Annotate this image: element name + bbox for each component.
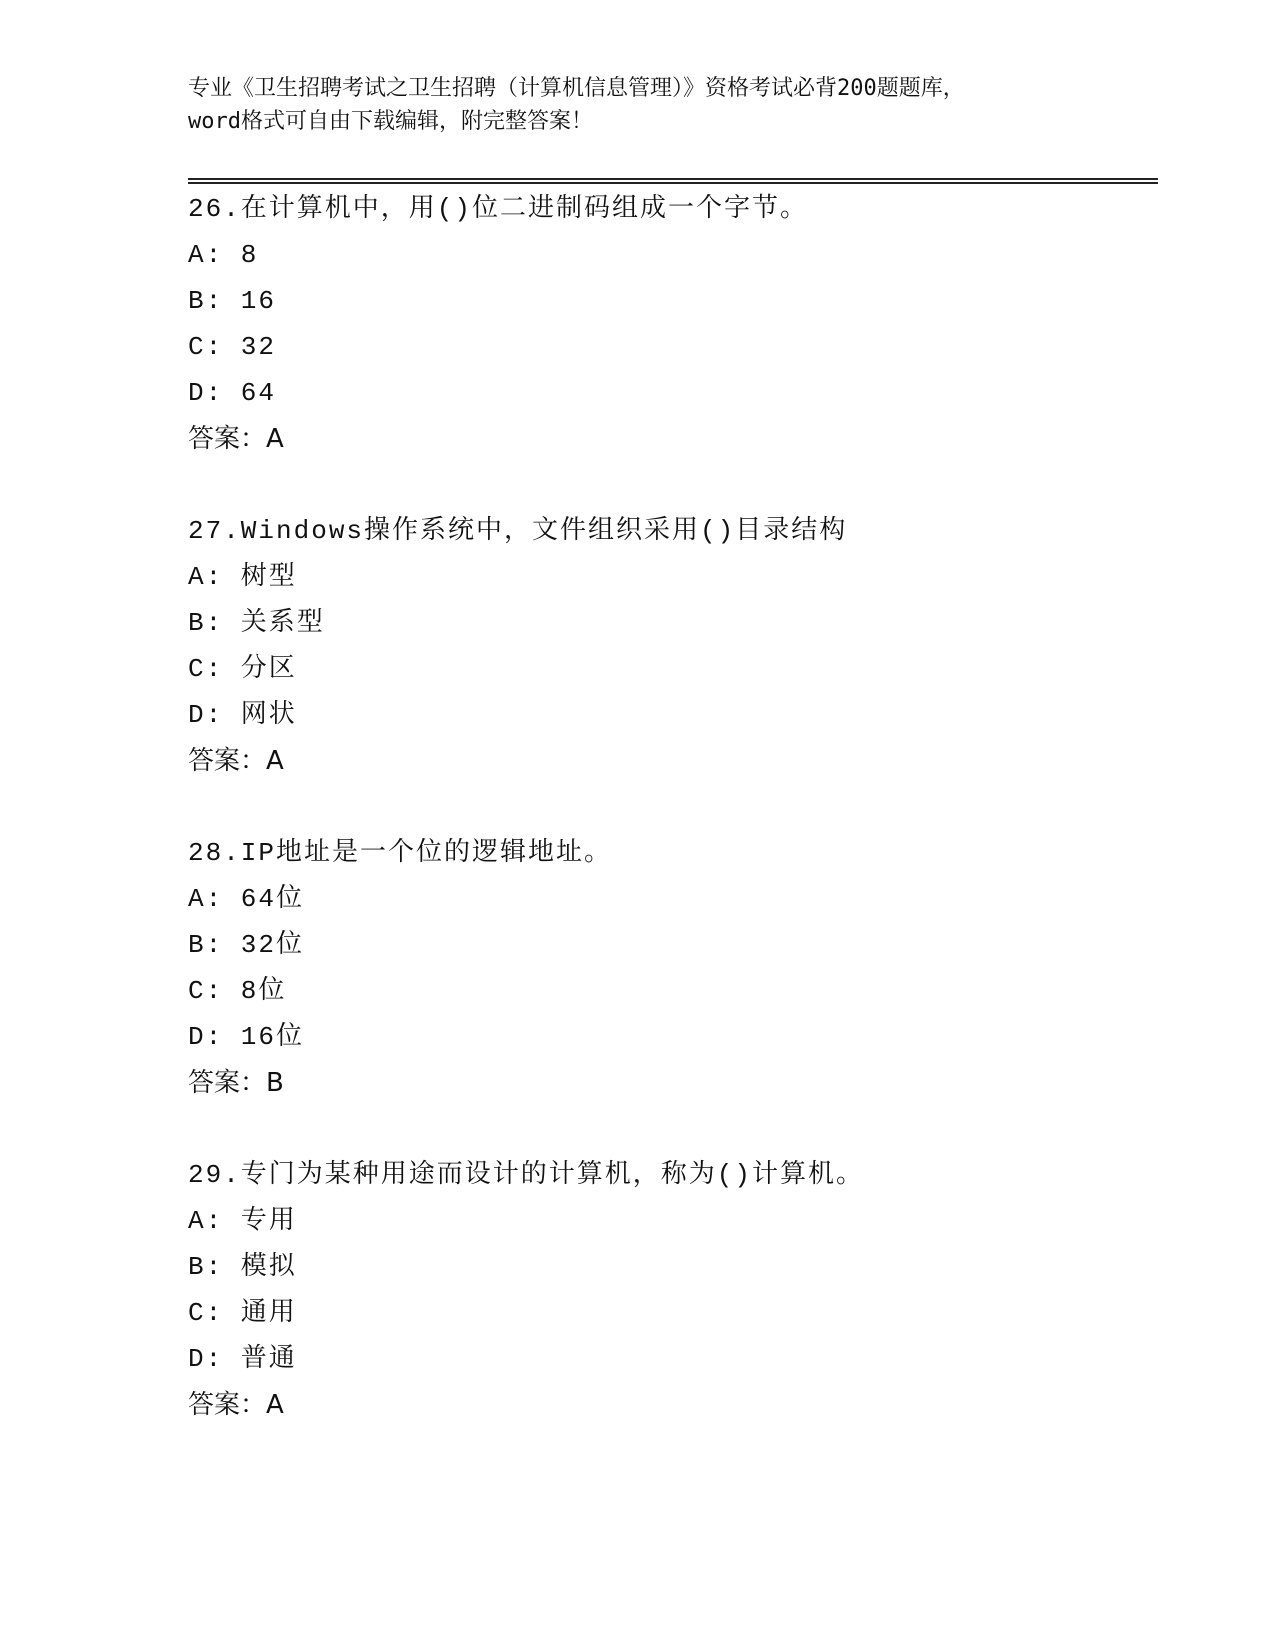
answer-line (188, 1060, 1148, 1106)
option-a: A: 8 (188, 240, 259, 270)
option-c: C: 8位 (188, 976, 287, 1006)
answer-line (188, 738, 1148, 784)
header-line-1: 专业《卫生招聘考试之卫生招聘（计算机信息管理）》资格考试必背200题题库， (188, 76, 965, 101)
answer-label: 答案： (188, 746, 267, 776)
option-a: A: 专用 (188, 1206, 297, 1236)
option-d: D: 网状 (188, 700, 297, 730)
option-a: A: 树型 (188, 562, 297, 592)
answer-label: 答案： (188, 1390, 267, 1420)
option-c: C: 通用 (188, 1298, 297, 1328)
option-b: B: 模拟 (188, 1252, 297, 1282)
option-a: A: 64位 (188, 884, 305, 914)
option-b: B: 32位 (188, 930, 305, 960)
option-d: D: 普通 (188, 1344, 297, 1374)
option-c: C: 分区 (188, 654, 297, 684)
question-list (188, 186, 1148, 1474)
header-divider (188, 178, 1158, 184)
question-27 (188, 508, 1148, 784)
answer-value: A (266, 746, 284, 776)
header-line-2: word格式可自由下载编辑，附完整答案！ (188, 109, 593, 134)
option-b: B: 16 (188, 286, 277, 316)
question-stem: 27.Windows操作系统中，文件组织采用()目录结构 (188, 516, 848, 546)
option-d: D: 16位 (188, 1022, 305, 1052)
question-stem: 29.专门为某种用途而设计的计算机，称为()计算机。 (188, 1160, 865, 1190)
answer-value: B (266, 1068, 284, 1098)
answer-label: 答案： (188, 1068, 267, 1098)
answer-label: 答案： (188, 424, 267, 454)
question-stem: 26.在计算机中，用()位二进制码组成一个字节。 (188, 194, 809, 224)
question-28 (188, 830, 1148, 1106)
question-stem: 28.IP地址是一个位的逻辑地址。 (188, 838, 613, 868)
answer-line (188, 416, 1148, 462)
option-d: D: 64 (188, 378, 277, 408)
answer-value: A (266, 424, 284, 454)
answer-line (188, 1382, 1148, 1428)
document-header (188, 72, 1088, 138)
question-29 (188, 1152, 1148, 1428)
option-b: B: 关系型 (188, 608, 325, 638)
answer-value: A (266, 1390, 284, 1420)
question-26 (188, 186, 1148, 462)
option-c: C: 32 (188, 332, 277, 362)
